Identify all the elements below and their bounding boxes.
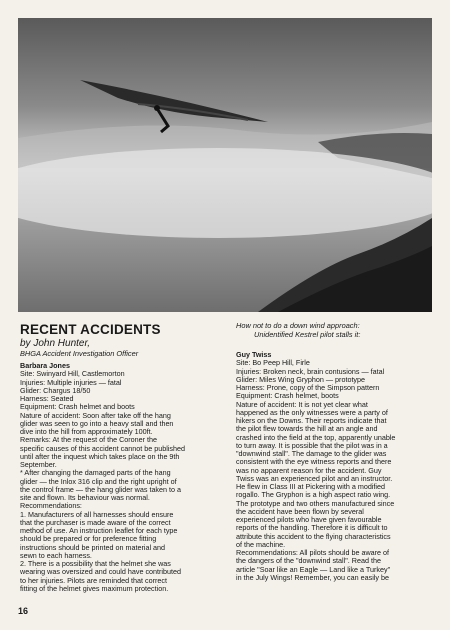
text-line: Recommendations: [20, 501, 82, 511]
text-line: Injuries: Multiple injuries — fatal [20, 377, 122, 387]
text-line: 2. There is a possibility that the helmet she was [20, 559, 171, 568]
text-line: the pilot flew towards the hill at an angle and [236, 424, 378, 434]
text-line: hikers on the Downs. Their reports indicate that [236, 416, 387, 426]
article-byline: by John Hunter, [20, 338, 91, 349]
text-line: to her injuries. Pilots are reminded that correct [20, 575, 168, 585]
left-column-text [20, 370, 218, 593]
text-line: Equipment: Crash helmet and boots [20, 402, 135, 412]
photo-caption [236, 322, 434, 339]
text-line: "downwind stall". The damage to the glider was [236, 449, 387, 459]
author-role: BHGA Accident Investigation Officer [20, 349, 139, 358]
text-line: rogallo. The Gryphon is a high aspect ratio wing. [236, 490, 391, 500]
text-line: the accident have been flown by several [236, 506, 364, 516]
photo-caption-line-1: How not to do a down wind approach: [236, 321, 360, 330]
text-line: happened as the only witnesses were a party of [236, 407, 388, 417]
case-name-guy-twiss: Guy Twiss [236, 350, 272, 360]
text-line: Harness: Prone, copy of the Simpson pattern [236, 383, 380, 393]
text-line: Equipment: Crash helmet, boots [236, 391, 339, 401]
text-line: fitting of the helmet gives maximum protection. [20, 583, 169, 593]
text-line: glider — the Inlox 316 clip and the right upright of [20, 476, 177, 486]
text-line: to turn away. It is possible that the pilot was in a [236, 440, 388, 450]
text-line: attribute this accident to the flying characteristics [236, 531, 391, 541]
text-line: of the machine. [236, 539, 286, 549]
text-line: Glider: Miles Wing Gryphon — prototype [236, 374, 366, 384]
text-line: Recommendations: All pilots should be aware of [236, 548, 390, 558]
article-title: RECENT ACCIDENTS [20, 322, 161, 337]
text-line: Remarks: At the request of the Coroner the [20, 435, 158, 445]
text-line: He flew in Class III at Pickering with a modified [236, 482, 386, 492]
page-number: 16 [18, 606, 29, 616]
text-line: September. [20, 460, 57, 469]
right-column [236, 322, 434, 582]
left-column [20, 322, 218, 593]
text-line: Glider: Chargus 18/50 [20, 385, 91, 395]
text-line: site and flown. Its behaviour was normal. [20, 493, 150, 502]
text-line: glider was seen to go into a heavy stall and then [20, 418, 174, 428]
hang-glider-photo [18, 18, 432, 312]
text-line: article "Soar like an Eagle — Land like a Turkey" [236, 564, 391, 574]
text-line: Nature of accident: Soon after take off the hang [20, 410, 171, 420]
text-line: experienced pilots who have given favourable [236, 515, 382, 525]
text-line: Site: Bo Peep Hill, Firle [236, 358, 310, 368]
text-line: method of use. An instruction leaflet for each type [20, 526, 178, 535]
case-name-barbara-jones: Barbara Jones [20, 361, 70, 370]
text-line: in the July Wings! Remember, you can easily be [236, 572, 390, 582]
text-line: crashed into the field at the top, apparently unable [236, 432, 396, 442]
text-line: Injuries: Broken neck, brain contusions — fatal [236, 366, 385, 376]
text-line: should be prepared or for preference fitting [20, 534, 157, 544]
text-line: instructions should be printed on material and [20, 542, 166, 552]
text-line: was no apparent reason for the accident. Guy [236, 465, 382, 475]
text-line: The prototype and two others manufactured since [236, 498, 395, 508]
text-line: the dangers of the "downwind stall". Read the [236, 556, 381, 566]
text-line: that the purchaser is made aware of the correct [20, 517, 171, 527]
text-line: dive into the hill from approximately 100ft. [20, 427, 153, 436]
text-line: * After changing the damaged parts of the hang [20, 468, 171, 478]
text-line: wearing was oversized and could have contributed [20, 567, 182, 577]
text-line: until after the inquest which takes place on the 9th [20, 451, 180, 461]
text-line: specific causes of this accident cannot be published [20, 443, 186, 453]
right-column-text [236, 359, 434, 582]
text-line: the control frame — the hang glider was taken to a [20, 484, 182, 494]
hang-glider-photo-art [18, 18, 432, 312]
photo-caption-line-2: Unidentified Kestrel pilot stalls it: [254, 329, 361, 339]
text-line: reports of the handling. Therefore it is difficult to [236, 523, 388, 533]
text-line: Site: Swinyard Hill, Castlemorton [20, 369, 125, 379]
text-line: sewn to each harness. [20, 550, 92, 560]
text-line: consistent with the eye witness reports and there [236, 457, 392, 467]
text-line: 1. Manufacturers of all harnesses should ensure [20, 509, 174, 519]
text-line: Harness: Seated [20, 394, 74, 403]
text-line: Nature of accident: It is not yet clear what [236, 399, 368, 409]
text-line: Twiss was an experienced pilot and an instructor. [236, 473, 393, 483]
